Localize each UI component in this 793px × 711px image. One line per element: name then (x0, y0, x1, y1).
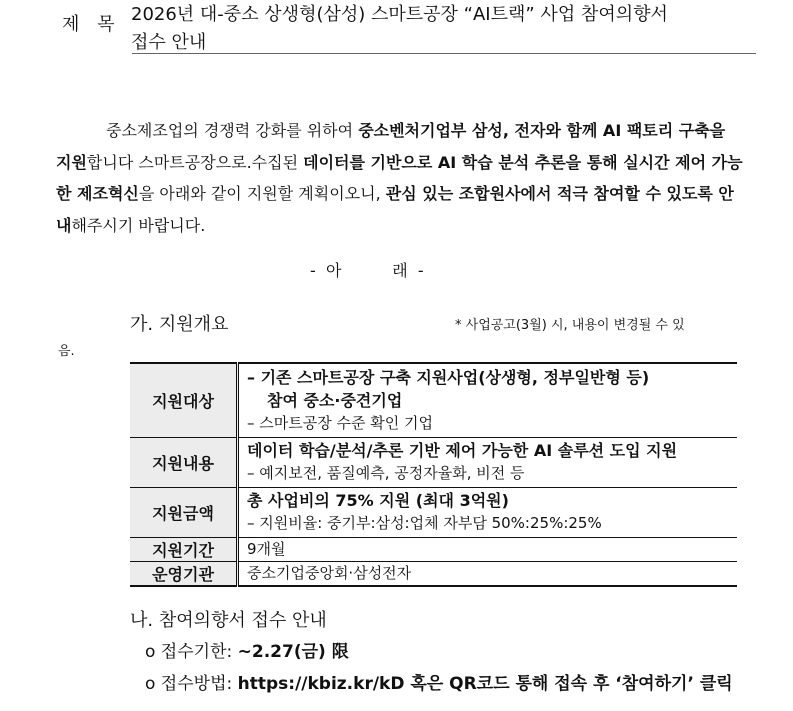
section-ga-title: 가. 지원개요 (130, 314, 229, 335)
title-underline (132, 53, 756, 54)
document-title-line2: 접수 안내 (131, 32, 207, 53)
cell-line: – 예지보전, 품질예측, 공정자율화, 비전 등 (247, 464, 525, 482)
cell-line: – 지원비율: 중기부:삼성:업체 자부담 50%:25%:25% (247, 514, 602, 532)
row-header: 지원대상 (130, 363, 238, 437)
section-na-title: 나. 참여의향서 접수 안내 (130, 610, 327, 631)
table-row (130, 437, 737, 487)
method-item (145, 669, 733, 694)
section-ga-note: * 사업공고(3월) 시, 내용이 변경될 수 있 (455, 318, 685, 333)
para-bold-2: 데이터를 기반으로 AI 학습 분석 추론을 통해 실시간 제어 가능한 제조혁신 (56, 152, 743, 203)
deadline-value: ~2.27(금) 限 (237, 642, 349, 662)
cell-line: 데이터 학습/분석/추론 기반 제어 가능한 AI 솔루션 도입 지원 (247, 441, 678, 460)
row-content (238, 363, 738, 437)
cell-line: – 스마트공장 수준 확인 기업 (247, 413, 433, 432)
title-label: 제 목 (62, 14, 121, 35)
para-bold-3: 관심 있는 조합원사에서 적극 참여할 수 있도록 안내 (56, 184, 734, 235)
cell-line: 총 사업비의 75% 지원 (최대 3억원) (247, 491, 509, 510)
method-label: o 접수방법: (145, 674, 238, 694)
row-header: 지원금액 (130, 487, 238, 537)
row-header: 지원내용 (130, 437, 238, 487)
support-overview-table (130, 362, 737, 587)
cell-line: 참여 중소·중견기업 (267, 390, 403, 410)
table-row (130, 561, 737, 586)
para-bold-1: 중소벤처기업부 삼성, 전자와 함께 AI 팩토리 구축을 지원 (56, 121, 726, 172)
intro-paragraph (56, 115, 746, 241)
row-header: 운영기관 (130, 561, 238, 586)
table-row (130, 487, 737, 537)
section-ga-note-tail: 음. (58, 344, 75, 359)
para-text-3: 을 아래와 같이 지원할 계획이오니, (138, 184, 386, 203)
cell-line: – 기존 스마트공장 구축 지원사업(상생형, 정부일반형 등) (247, 367, 650, 387)
method-value: https://kbiz.kr/kD 혹은 QR코드 통해 접속 후 ‘참여하기’ 클릭 (237, 674, 733, 694)
deadline-label: o 접수기한: (145, 642, 238, 662)
para-text-4: 해주시기 바랍니다. (71, 215, 206, 235)
para-text-2: 합니다 스마트공장으로.수집된 (86, 152, 304, 172)
row-content: 중소기업중앙회·삼성전자 (238, 561, 738, 586)
row-content (238, 487, 738, 537)
deadline-item (145, 637, 349, 662)
row-content (238, 437, 738, 487)
table-row (130, 537, 737, 561)
row-content: 9개월 (238, 537, 738, 561)
table-row (130, 363, 737, 437)
below-heading: - 아 래 - (310, 261, 424, 280)
document-title-line1: 2026년 대-중소 상생형(삼성) 스마트공장 “AI트랙” 사업 참여의향서 (131, 4, 668, 25)
para-text-1: 중소제조업의 경쟁력 강화를 위하여 (106, 121, 359, 140)
row-header: 지원기간 (130, 537, 238, 561)
